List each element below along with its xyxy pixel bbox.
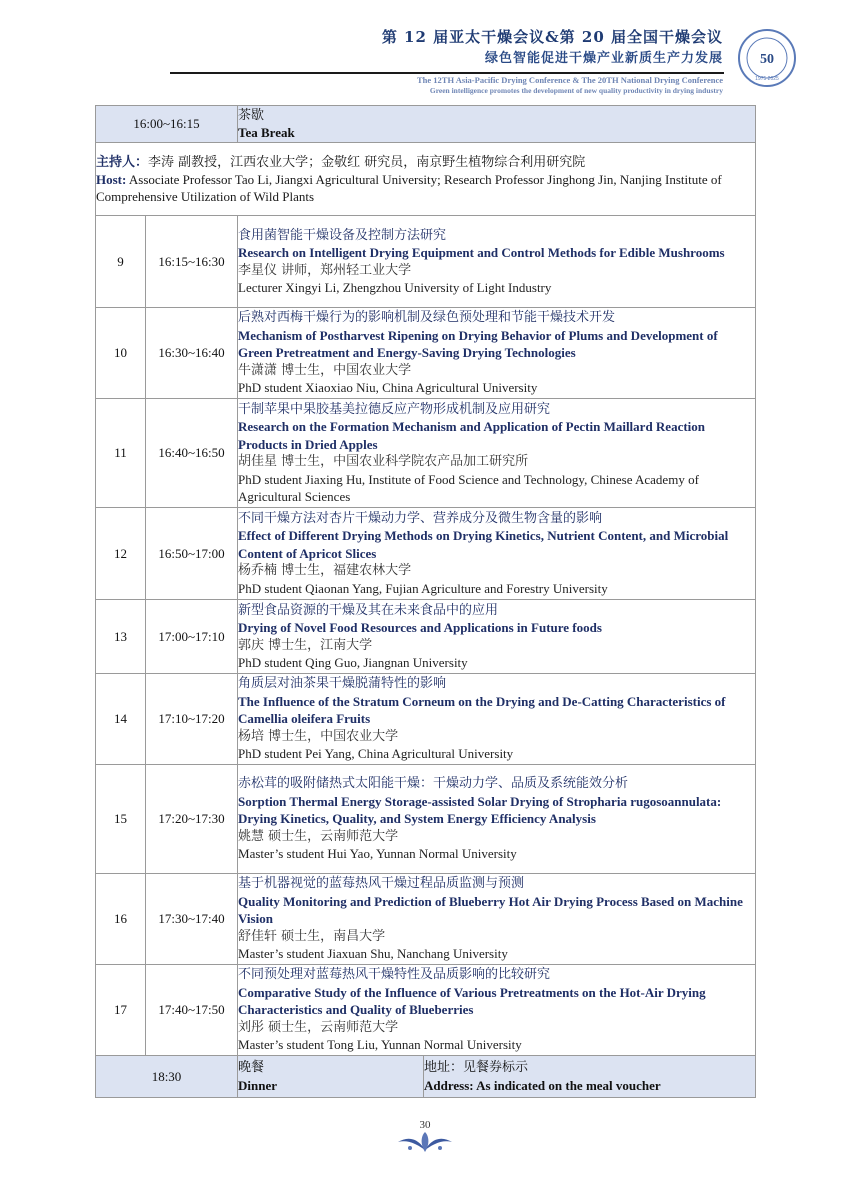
talk-speaker-en: PhD student Pei Yang, China Agricultural University [238,746,514,762]
talk-number: 14 [96,674,146,765]
talk-title-cn: 基于机器视觉的蓝莓热风干燥过程品质监测与预测 [238,876,525,892]
talk-speaker-en: Master’s student Jiaxuan Shu, Nanchang University [238,946,508,962]
host-text-cn: 李涛 副教授，江西农业大学；金敬红 研究员，南京野生植物综合利用研究院 [148,155,586,170]
header-title-en: The 12TH Asia-Pacific Drying Conference & The 20TH National Drying Conference [417,75,723,85]
talk-title-cn: 赤松茸的吸附储热式太阳能干燥：干燥动力学、品质及系统能效分析 [238,776,629,792]
talk-row [96,600,756,674]
talk-number: 16 [96,874,146,965]
talk-title-en: Drying of Novel Food Resources and Applications in Future foods [238,620,602,635]
talk-speaker-cn: 牛潇潇 博士生，中国农业大学 [238,362,412,378]
ornament-icon [390,1128,460,1154]
tea-break-content [238,106,756,143]
header-title-cn: 第 12 届亚太干燥会议&第 20 届全国干燥会议 [381,28,723,46]
talk-title-cn: 新型食品资源的干燥及其在未来食品中的应用 [238,602,499,618]
host-text-en: Associate Professor Tao Li, Jiangxi Agricultural University; Research Professor Jinghong Jin, Nanjing Institute of Comprehensive Utilization of Wild Plants [96,172,722,204]
talk-content [238,674,756,765]
talk-title-cn: 食用菌智能干燥设备及控制方法研究 [238,227,447,243]
talk-content [238,308,756,399]
dinner-time: 18:30 [96,1056,238,1098]
talk-title-en: Sorption Thermal Energy Storage-assisted Solar Drying of Stropharia rugosoannulata: Drying Kinetics, Quality, and System Energy Efficiency Analysis [238,793,722,827]
talk-title-cn: 后熟对西梅干燥行为的影响机制及绿色预处理和节能干燥技术开发 [238,310,616,326]
tea-break-time: 16:00~16:15 [96,106,238,143]
tea-break-cn: 茶歇 [238,107,265,123]
talk-content [238,765,756,874]
conference-logo-icon [737,28,797,88]
talk-time: 16:30~16:40 [146,308,238,399]
talk-number: 11 [96,399,146,508]
talk-title-en: Research on the Formation Mechanism and Application of Pectin Maillard Reaction Products in Dried Apples [238,419,706,452]
talk-time: 17:10~17:20 [146,674,238,765]
talk-speaker-en: Master’s student Hui Yao, Yunnan Normal University [238,846,517,862]
talk-content [238,600,756,674]
dinner-content [238,1056,424,1098]
talk-speaker-en: PhD student Xiaoxiao Niu, China Agricultural University [238,380,538,396]
page-header [0,0,850,100]
talk-speaker-cn: 杨乔楠 博士生，福建农林大学 [238,563,412,579]
talk-speaker-en: PhD student Jiaxing Hu, Institute of Food Science and Technology, Chinese Academy of Agricultural Sciences [238,471,699,504]
talk-title-cn: 不同预处理对蓝莓热风干燥特性及品质影响的比较研究 [238,967,551,983]
talk-number: 15 [96,765,146,874]
host-label-en: Host: [96,172,127,187]
talk-title-en: Effect of Different Drying Methods on Drying Kinetics, Nutrient Content, and Microbial Content of Apricot Slices [238,528,729,561]
talk-speaker-en: PhD student Qing Guo, Jiangnan University [238,655,468,670]
talk-time: 17:00~17:10 [146,600,238,674]
dinner-address [424,1056,756,1098]
dinner-row [96,1056,756,1098]
page-number: 30 [419,1119,431,1131]
dinner-address-cn: 地址：见餐券标示 [424,1060,529,1075]
talk-speaker-en: Lecturer Xingyi Li, Zhengzhou University of Light Industry [238,280,552,295]
talk-number: 9 [96,216,146,308]
talk-title-en: Research on Intelligent Drying Equipment and Control Methods for Edible Mushrooms [238,245,725,260]
talk-row [96,874,756,965]
talk-row [96,308,756,399]
talk-speaker-cn: 郭庆 博士生，江南大学 [238,637,373,653]
logo-number: 50 [760,52,774,67]
talk-title-en: Mechanism of Postharvest Ripening on Drying Behavior of Plums and Development of Green Pretreatment and Energy-Saving Drying Technologies [238,327,718,361]
talk-content [238,874,756,965]
talk-number: 13 [96,600,146,674]
talk-time: 16:15~16:30 [146,216,238,308]
talk-speaker-cn: 姚慧 硕士生，云南师范大学 [238,828,399,844]
talk-title-en: Quality Monitoring and Prediction of Blueberry Hot Air Drying Process Based on Machine Vision [238,893,743,927]
dinner-cn: 晚餐 [238,1060,265,1075]
schedule-table [95,105,756,1098]
logo-years: 1975 2025 [755,76,779,82]
talk-title-cn: 角质层对油茶果干燥脱蒲特性的影响 [238,676,447,692]
talk-speaker-en: PhD student Qiaonan Yang, Fujian Agriculture and Forestry University [238,580,608,596]
talk-row [96,765,756,874]
talk-time: 17:20~17:30 [146,765,238,874]
talk-time: 17:40~17:50 [146,965,238,1056]
talk-title-en: The Influence of the Stratum Corneum on the Drying and De-Catting Characteristics of Camellia oleifera Fruits [238,693,726,727]
talk-row [96,508,756,600]
header-subtitle-en: Green intelligence promotes the development of new quality productivity in drying industry [429,86,723,95]
talk-row [96,674,756,765]
host-label-cn: 主持人： [96,155,149,170]
header-subtitle-cn: 绿色智能促进干燥产业新质生产力发展 [484,51,723,66]
host-cell [96,143,756,216]
host-row [96,143,756,216]
dinner-address-en: Address: As indicated on the meal voucher [424,1077,661,1093]
talk-speaker-cn: 舒佳轩 硕士生，南昌大学 [238,928,386,944]
tea-break-row [96,106,756,143]
header-rule [170,72,724,74]
talk-time: 17:30~17:40 [146,874,238,965]
talk-time: 16:50~17:00 [146,508,238,600]
talk-number: 10 [96,308,146,399]
talk-time: 16:40~16:50 [146,399,238,508]
talk-list [96,216,756,1056]
talk-content [238,965,756,1056]
tea-break-en: Tea Break [238,125,295,140]
talk-row [96,399,756,508]
talk-content [238,216,756,308]
talk-content [238,399,756,508]
talk-title-cn: 不同干燥方法对杏片干燥动力学、营养成分及微生物含量的影响 [238,510,603,526]
talk-speaker-cn: 胡佳星 博士生，中国农业科学院农产品加工研究所 [238,454,529,469]
talk-title-en: Comparative Study of the Influence of Various Pretreatments on the Hot-Air Drying Characteristics and Quality of Blueberries [238,984,706,1018]
talk-speaker-cn: 刘彤 硕士生，云南师范大学 [238,1019,399,1035]
talk-speaker-cn: 杨培 博士生，中国农业大学 [238,728,399,744]
talk-content [238,508,756,600]
dinner-en: Dinner [238,1077,278,1093]
talk-row [96,965,756,1056]
talk-number: 12 [96,508,146,600]
talk-row [96,216,756,308]
talk-title-cn: 干制苹果中果胶基美拉德反应产物形成机制及应用研究 [238,401,551,417]
talk-number: 17 [96,965,146,1056]
talk-speaker-en: Master’s student Tong Liu, Yunnan Normal University [238,1037,522,1053]
talk-speaker-cn: 李星仪 讲师，郑州轻工业大学 [238,262,412,278]
